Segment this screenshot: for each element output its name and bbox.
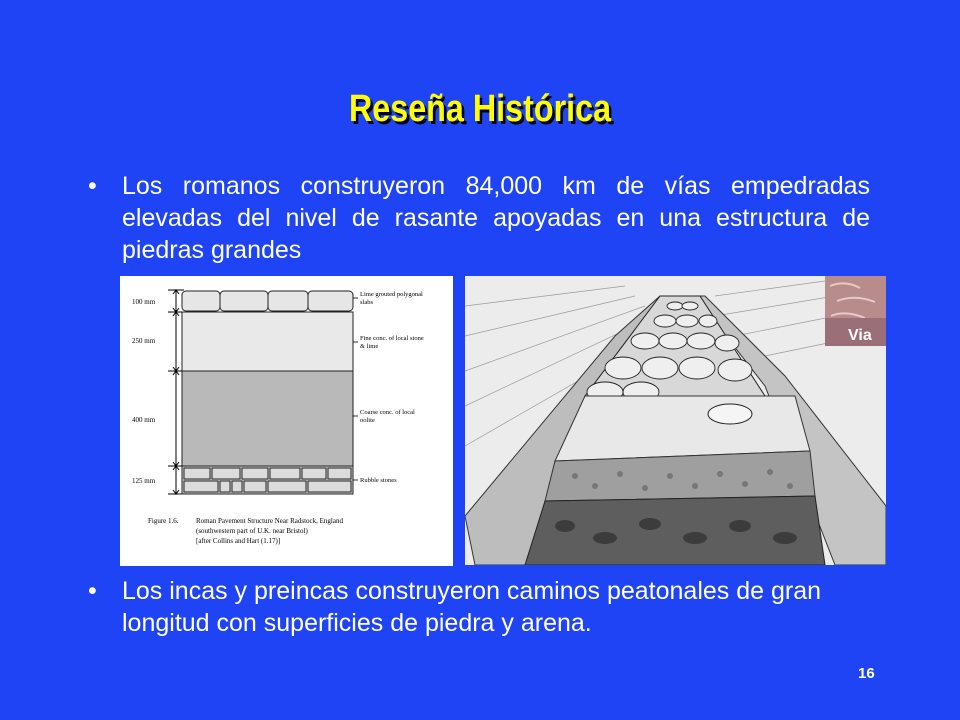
layer3-thickness: 400 mm (132, 416, 156, 424)
inset-label: Via (848, 327, 872, 344)
fine-concrete-layer (182, 312, 353, 371)
roman-road-illustration (465, 276, 886, 565)
caption-number: Figure 1.6. (148, 517, 179, 525)
layer4-label-1: Rubble stones (360, 477, 397, 484)
slab-layer (182, 291, 353, 311)
layer3-label-2: oolite (360, 417, 375, 424)
pavement-section-figure (120, 276, 453, 566)
bullet-text-line1: Los incas y preincas construyeron caminos peatonales de gran (122, 577, 822, 605)
rubble-layer (182, 466, 353, 494)
layer3-label-1: Coarse conc. of local (360, 409, 415, 416)
pavement-section-diagram (120, 276, 453, 566)
coarse-concrete-layer (182, 371, 353, 466)
caption-line3: [after Collins and Hart (1.17)] (196, 537, 281, 545)
roman-road-drawing (465, 276, 886, 565)
bullet-incas (88, 575, 870, 639)
layer1-thickness: 100 mm (132, 298, 156, 306)
page-number: 16 (858, 665, 875, 682)
layer1-label-1: Lime grouted polygonal (360, 291, 423, 298)
layer4-thickness: 125 mm (132, 477, 156, 485)
layer2-label-2: & lime (360, 343, 379, 350)
layer2-label-1: Fine conc. of local stone (360, 335, 424, 342)
slide-title: Reseña Histórica (348, 88, 612, 130)
bullet-romanos (88, 170, 870, 266)
bullet-text: Los romanos construyeron 84,000 km de vías empedradas elevadas del nivel de rasante apoyadas en una estructura de piedras grandes (122, 172, 870, 264)
caption-line2: (southwestern part of U.K. near Bristol) (196, 527, 308, 535)
layer1-label-2: slabs (360, 299, 373, 306)
bullet-marker: • (88, 172, 97, 200)
bullet-text-line2: longitud con superficies de piedra y arena. (122, 609, 592, 637)
layer2-thickness: 250 mm (132, 337, 156, 345)
caption-line1: Roman Pavement Structure Near Radstock, England (196, 517, 343, 525)
bullet-marker: • (88, 577, 97, 605)
